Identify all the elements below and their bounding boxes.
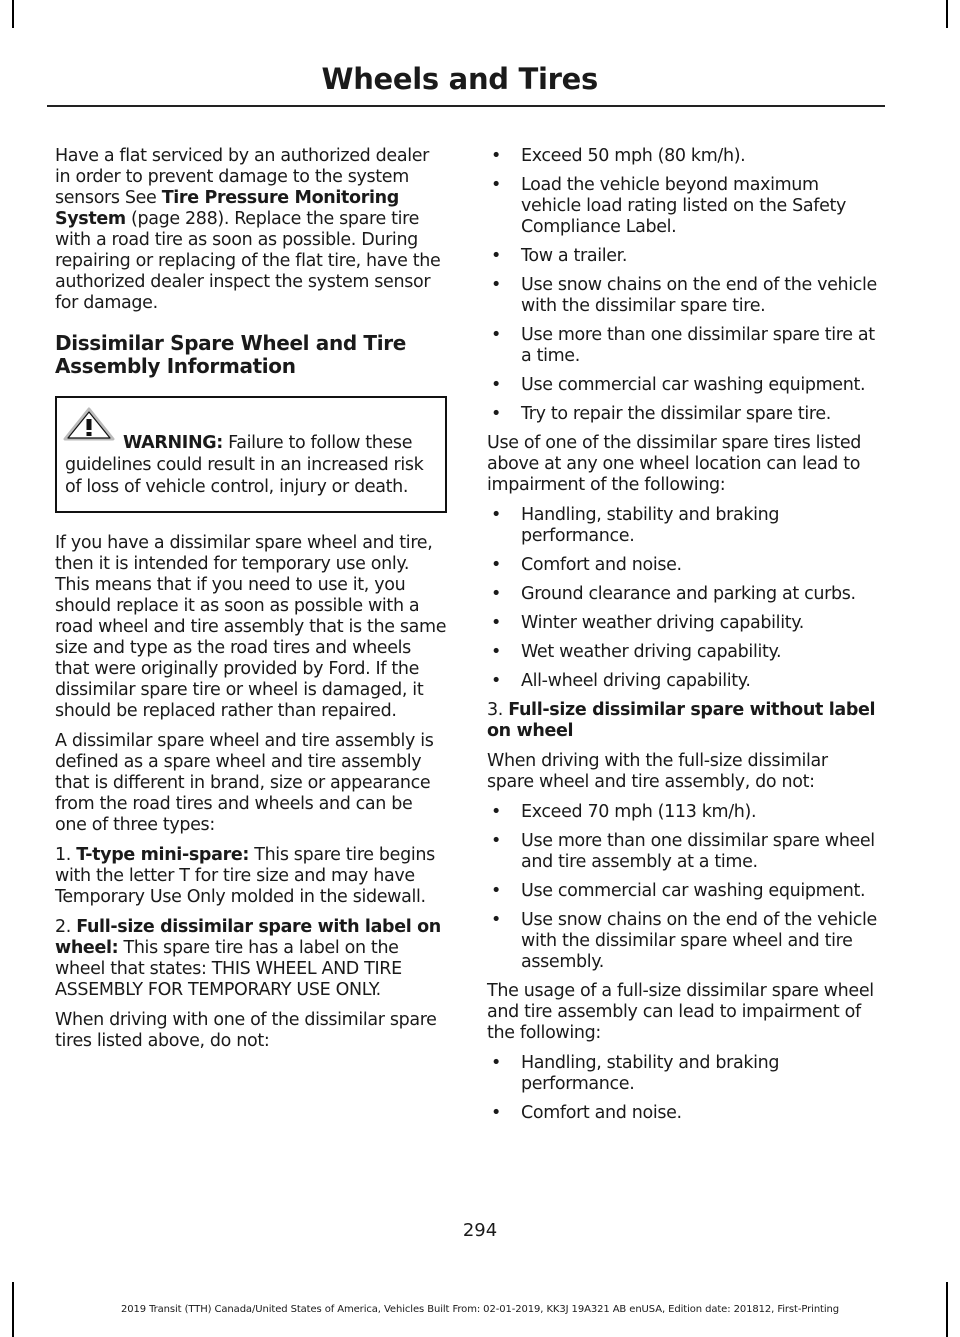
crop-mark (12, 0, 14, 28)
paragraph: If you have a dissimilar spare wheel and tire, then it is intended for temporary use only. This means that if you need to use it, you should replace it as soon as possible with a road wheel and tire assembly that is the same size and type as the road tires and wheels that were originally provided by Ford. If the dissimilar spare tire or wheel is damaged, it should be replaced rather than repaired. (55, 533, 447, 721)
list-item: • Wet weather driving capability. (491, 642, 782, 662)
bullet-icon: • (491, 1103, 501, 1123)
crop-mark (946, 0, 948, 28)
footer-text: 2019 Transit (TTH) Canada/United States of America, Vehicles Built From: 02-01-2019, KK3J 19A321 AB enUSA, Edition date: 201812, First-Printing (120, 1304, 840, 1315)
bullet-icon: • (491, 802, 501, 822)
bullet-icon: • (491, 831, 501, 851)
paragraph: When driving with one of the dissimilar spare tires listed above, do not: (55, 1010, 437, 1051)
list-item: • Comfort and noise. (491, 1103, 682, 1123)
type-1-paragraph: 1. T-type mini-spare: This spare tire begins with the letter T for tire size and may have Temporary Use Only molded in the sidewall. (55, 845, 435, 907)
bullet-icon: • (491, 584, 501, 604)
header-divider (47, 105, 885, 107)
list-item: • Comfort and noise. (491, 555, 682, 575)
bullet-icon: • (491, 404, 501, 424)
list-item: • Try to repair the dissimilar spare tire. (491, 404, 831, 424)
list-item: • Exceed 50 mph (80 km/h). (491, 146, 746, 166)
list-item: • Use more than one dissimilar spare tire at a time. (491, 325, 875, 366)
bullet-icon: • (491, 375, 501, 395)
list-item: • Handling, stability and braking performance. (491, 505, 780, 546)
list-item: • Handling, stability and braking performance. (491, 1053, 780, 1094)
paragraph: Use of one of the dissimilar spare tires listed above at any one wheel location can lead to impairment of the following: (487, 433, 862, 495)
list-item: • Use snow chains on the end of the vehicle with the dissimilar spare wheel and tire assembly. (491, 910, 877, 972)
list-item: • Winter weather driving capability. (491, 613, 804, 633)
section-heading: Dissimilar Spare Wheel and Tire Assembly Information (55, 331, 406, 378)
warning-text: WARNING: Failure to follow these guidelines could result in an increased risk of loss of vehicle control, injury or death. (65, 433, 424, 497)
bullet-icon: • (491, 671, 501, 691)
paragraph: The usage of a full-size dissimilar spare wheel and tire assembly can lead to impairment of the following: (487, 981, 874, 1043)
type-2-paragraph: 2. Full-size dissimilar spare with label on wheel: This spare tire has a label on the wheel that states: THIS WHEEL AND TIRE ASSEMBLY FOR TEMPORARY USE ONLY. (55, 917, 441, 1000)
list-item: • Ground clearance and parking at curbs. (491, 584, 856, 604)
list-item: • Load the vehicle beyond maximum vehicle load rating listed on the Safety Compliance Label. (491, 175, 847, 237)
list-item: • Tow a trailer. (491, 246, 628, 266)
list-item: • Use commercial car washing equipment. (491, 881, 866, 901)
list-item: • Use commercial car washing equipment. (491, 375, 866, 395)
left-column (55, 146, 447, 1061)
warning-triangle-icon (63, 407, 115, 445)
bullet-icon: • (491, 910, 501, 930)
list-item: • All-wheel driving capability. (491, 671, 751, 691)
page-number: 294 (462, 1220, 498, 1241)
bullet-icon: • (491, 1053, 501, 1073)
list-item: • Use snow chains on the end of the vehicle with the dissimilar spare tire. (491, 275, 877, 316)
bullet-icon: • (491, 881, 501, 901)
bullet-icon: • (491, 642, 501, 662)
paragraph: A dissimilar spare wheel and tire assembly is defined as a spare wheel and tire assembly that is different in brand, size or appearance from the road tires and wheels and can be one of three types: (55, 731, 434, 835)
warning-box (55, 396, 447, 513)
bullet-icon: • (491, 613, 501, 633)
bullet-icon: • (491, 325, 501, 345)
list-item: • Use more than one dissimilar spare wheel and tire assembly at a time. (491, 831, 875, 872)
bullet-icon: • (491, 505, 501, 525)
bullet-icon: • (491, 146, 501, 166)
paragraph: When driving with the full-size dissimilar spare wheel and tire assembly, do not: (487, 751, 828, 792)
intro-paragraph: Have a flat serviced by an authorized dealer in order to prevent damage to the system sensors See Tire Pressure Monitoring System (page 288). Replace the spare tire with a road tire as soon as possible. During repairing or replacing of the flat tire, have the authorized dealer inspect the system sensor for damage. (55, 146, 441, 313)
bullet-icon: • (491, 555, 501, 575)
type-3-paragraph: 3. Full-size dissimilar spare without label on wheel (487, 700, 876, 741)
bullet-icon: • (491, 246, 501, 266)
warning-label: WARNING: (123, 433, 223, 453)
list-item: • Exceed 70 mph (113 km/h). (491, 802, 757, 822)
bullet-icon: • (491, 275, 501, 295)
bullet-icon: • (491, 175, 501, 195)
cross-reference-link[interactable]: Tire Pressure Monitoring System (55, 188, 399, 229)
page-title: Wheels and Tires (321, 62, 598, 96)
right-column (487, 146, 879, 1132)
